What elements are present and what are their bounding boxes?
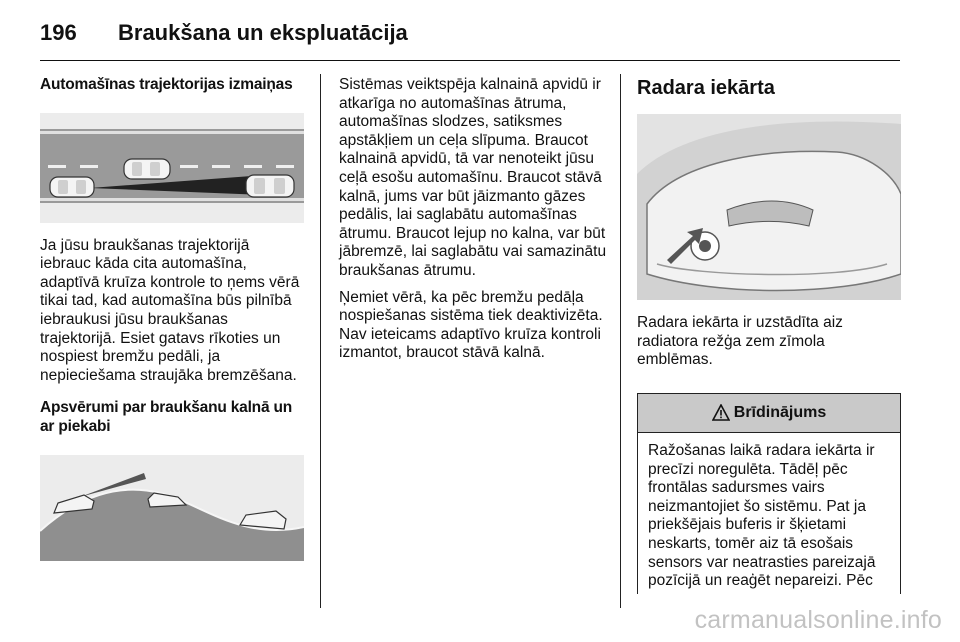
paragraph-hills-performance: Sistēmas veiktspēja kalnainā apvidū ir atkarīga no automašīnas ātruma, automašīnas slodzes, satiksmes apstākļiem un ceļa slīpuma. Braucot kalnainā apvidū, tā var nenoteikt jūsu ceļā esošu automašīnu. Braucot stāvā kalnā, jums var būt jāizmanto gāzes pedālis, lai saglabātu automašīnas ātrumu. Braucot lejup no kalna, var būt jābremzē, lai saglabātu vai samazinātu braukšanas ātrumu. (339, 76, 607, 279)
header-rule (40, 60, 900, 61)
site-watermark: carmanualsonline.info (694, 606, 942, 634)
paragraph-brake-deactivate: Ņemiet vērā, ka pēc bremžu pedāļa nospiešanas sistēma tiek deaktivizēta. Nav ieteicams adaptīvo kruīza kontroli izmantot, braucot stāvā kalnā. (339, 288, 603, 362)
section-heading-hills: Apsvērumi par braukšanu kalnā un ar piekabi (40, 399, 293, 435)
column-divider (320, 74, 321, 608)
radar-unit-illustration (637, 114, 901, 300)
page-header (40, 14, 900, 54)
warning-body: Ražošanas laikā radara iekārta ir precīzi noregulēta. Tādēļ pēc frontālas sadursmes vairs neizmantojiet šo sistēmu. Pat ja priekšējais buferis ir šķietami neskarts, tomēr aiz tā esošais sensors var neatrasties pareizajā pozīcijā un reaģēt nepareizi. Pēc (648, 442, 876, 590)
trajectory-illustration (40, 113, 304, 223)
column-1 (40, 76, 304, 561)
paragraph-trajectory: Ja jūsu braukšanas trajektorijā iebrauc kāda cita automašīna, adaptīvā kruīza kontrole to ņems vērā tikai tad, kad automašīna būs pilnībā iebraukusi jūsu braukšanas trajektorijā. Esiet gatavs rīkoties un nospiest bremžu pedāli, ja nepieciešama straujāka bremzēšana. (40, 236, 300, 384)
section-heading-trajectory: Automašīnas trajektorijas izmaiņas (40, 76, 293, 93)
page-title: Braukšana un ekspluatācija (118, 20, 408, 45)
column-divider (620, 74, 621, 608)
section-heading-radar: Radara iekārta (637, 77, 775, 99)
warning-header (638, 394, 900, 433)
column-3 (637, 76, 903, 370)
warning-box (637, 393, 901, 594)
column-2 (339, 76, 607, 363)
warning-title: Brīdinājums (733, 404, 827, 421)
hill-driving-illustration (40, 455, 304, 561)
page-number: 196 (40, 20, 77, 45)
warning-triangle-icon (712, 404, 730, 422)
paragraph-radar-location: Radara iekārta ir uzstādīta aiz radiatora režģa zem zīmola emblēmas. (637, 314, 843, 369)
